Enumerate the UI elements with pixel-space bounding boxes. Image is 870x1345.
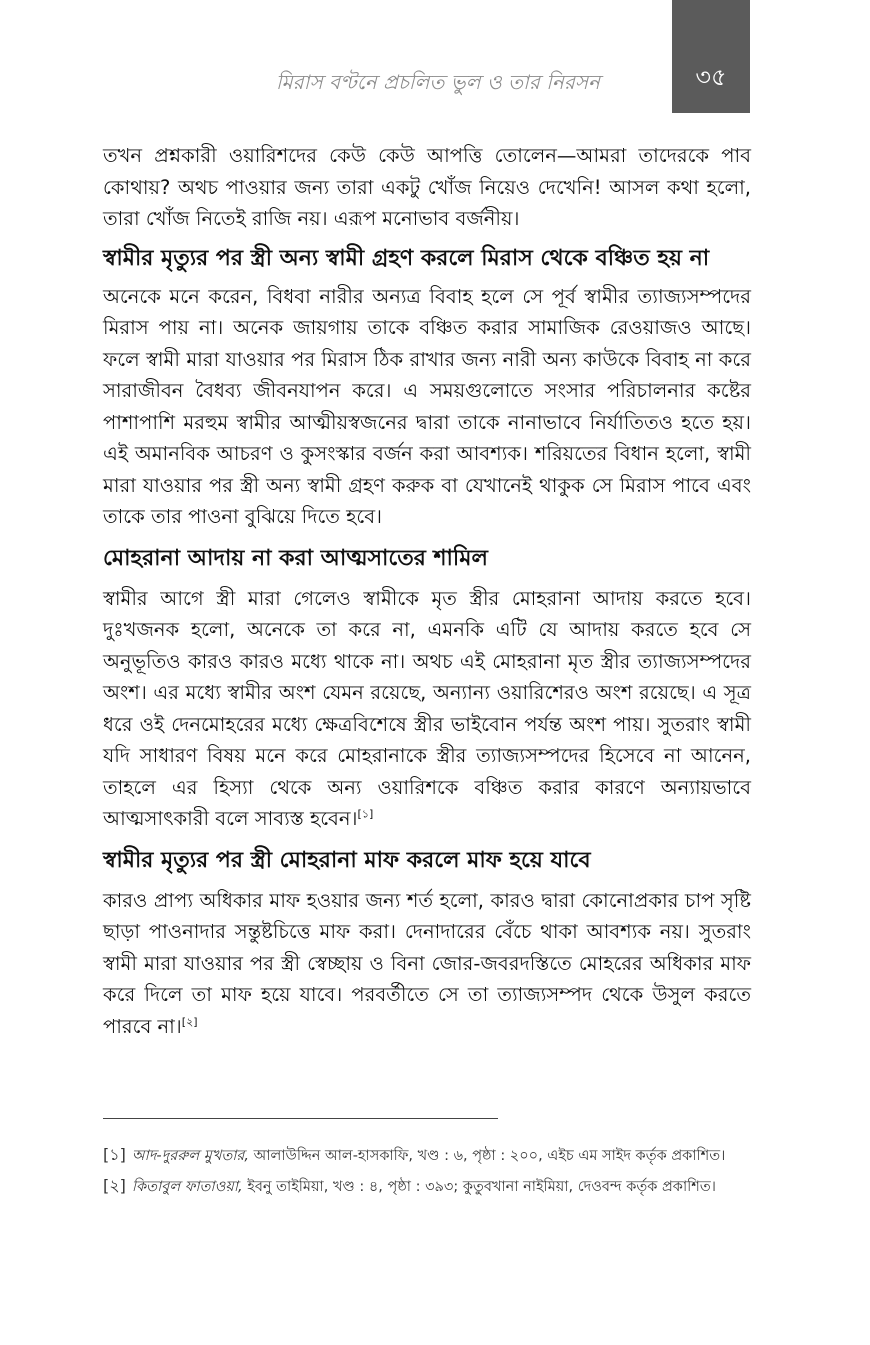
page-body bbox=[103, 140, 751, 1042]
page-number-badge bbox=[672, 0, 750, 113]
section-text-mahr-embezzlement bbox=[103, 583, 751, 835]
footnote-divider bbox=[103, 1118, 498, 1119]
section-text-mahr-waiver bbox=[103, 885, 751, 1043]
section-text-remarriage bbox=[103, 281, 751, 533]
section-heading-mahr-embezzlement: মোহরানা আদায় না করা আত্মসাতের শামিল bbox=[103, 545, 488, 571]
footnote-details: ইবনু তাইমিয়া, খণ্ড : ৪, পৃষ্ঠা : ৩৯৩; কুতুবখানা নাইমিয়া, দেওবন্দ কর্তৃক প্রকাশিত। bbox=[242, 1179, 716, 1195]
footnote-details: আলাউদ্দিন আল-হাসকাফি, খণ্ড : ৬, পৃষ্ঠা : ২০০, এইচ এম সাইদ কর্তৃক প্রকাশিত। bbox=[249, 1148, 726, 1164]
footnote-ref-2[interactable]: [২] bbox=[181, 1015, 198, 1028]
footnote-book-title: আদ-দুররুল মুখতার, bbox=[131, 1148, 250, 1164]
footnotes bbox=[103, 1145, 753, 1207]
running-header-title: মিরাস বণ্টনে প্রচলিত ভুল ও তার নিরসন bbox=[275, 70, 600, 94]
page-number: ৩৫ bbox=[695, 63, 727, 91]
footnote-number: [১] bbox=[103, 1145, 126, 1164]
section-heading-mahr-waiver: স্বামীর মৃত্যুর পর স্ত্রী মোহরানা মাফ করলে মাফ হয়ে যাবে bbox=[103, 847, 591, 873]
footnote-1 bbox=[103, 1145, 753, 1166]
footnote-ref-1[interactable]: [১] bbox=[357, 807, 374, 821]
footnote-number: [২] bbox=[103, 1176, 126, 1195]
footnote-book-title: কিতাবুল ফাতাওয়া, bbox=[131, 1179, 243, 1195]
section-text: অনেকে মনে করেন, বিধবা নারীর অন্যত্র বিবাহ হলে সে পূর্ব স্বামীর ত্যাজ্যসম্পদের মিরাস পায় না। অনেক জায়গায় তাকে বঞ্চিত করার সামাজিক রেওয়াজও আছে। ফলে স্বামী মারা যাওয়ার পর মিরাস ঠিক রাখার জন্য নারী অন্য কাউকে বিবাহ না করে সারাজীবন বৈধব্য জীবনযাপন করে। এ সময়গুলোতে সংসার পরিচালনার কষ্টের পাশাপাশি মরহুম স্বামীর আত্মীয়স্বজনের দ্বারা তাকে নানাভাবে নির্যাতিতও হতে হয়। এই অমানবিক আচরণ ও কুসংস্কার বর্জন করা আবশ্যক। শরিয়তের বিধান হলো, স্বামী মারা যাওয়ার পর স্ত্রী অন্য স্বামী গ্রহণ করুক বা যেখানেই থাকুক সে মিরাস পাবে এবং তাকে তার পাওনা বুঝিয়ে দিতে হবে। bbox=[103, 284, 751, 528]
section-text: কারও প্রাপ্য অধিকার মাফ হওয়ার জন্য শর্ত হলো, কারও দ্বারা কোনোপ্রকার চাপ সৃষ্টি ছাড়া পাওনাদার সন্তুষ্টচিত্তে মাফ করা। দেনাদারের বেঁচে থাকা আবশ্যক নয়। সুতরাং স্বামী মারা যাওয়ার পর স্ত্রী স্বেচ্ছায় ও বিনা জোর-জবরদস্তিতে মোহরের অধিকার মাফ করে দিলে তা মাফ হয়ে যাবে। পরবর্তীতে সে তা ত্যাজ্যসম্পদ থেকে উসুল করতে পারবে না। bbox=[103, 888, 751, 1038]
section-text: স্বামীর আগে স্ত্রী মারা গেলেও স্বামীকে মৃত স্ত্রীর মোহরানা আদায় করতে হবে। দুঃখজনক হলো, অনেকে তা করে না, এমনকি এটি যে আদায় করতে হবে সে অনুভূতিও কারও কারও মধ্যে থাকে না। অথচ এই মোহরানা মৃত স্ত্রীর ত্যাজ্যসম্পদের অংশ। এর মধ্যে স্বামীর অংশ যেমন রয়েছে, অন্যান্য ওয়ারিশেরও অংশ রয়েছে। এ সূত্র ধরে ওই দেনমোহরের মধ্যে ক্ষেত্রবিশেষে স্ত্রীর ভাইবোন পর্যন্ত অংশ পায়। সুতরাং স্বামী যদি সাধারণ বিষয় মনে করে মোহরানাকে স্ত্রীর ত্যাজ্যসম্পদের হিসেবে না আনেন, তাহলে এর হিস্যা থেকে অন্য ওয়ারিশকে বঞ্চিত করার কারণে অন্যায়ভাবে আত্মসাৎকারী বলে সাব্যস্ত হবেন। bbox=[103, 586, 751, 830]
footnote-2 bbox=[103, 1176, 753, 1197]
section-heading-remarriage: স্বামীর মৃত্যুর পর স্ত্রী অন্য স্বামী গ্রহণ করলে মিরাস থেকে বঞ্চিত হয় না bbox=[103, 245, 710, 271]
intro-paragraph: তখন প্রশ্নকারী ওয়ারিশদের কেউ কেউ আপত্তি তোলেন—আমরা তাদেরকে পাব কোথায়? অথচ পাওয়ার জন্য তারা একটু খোঁজ নিয়েও দেখেনি! আসল কথা হলো, তারা খোঁজ নিতেই রাজি নয়। এরূপ মনোভাব বর্জনীয়। bbox=[103, 144, 751, 230]
